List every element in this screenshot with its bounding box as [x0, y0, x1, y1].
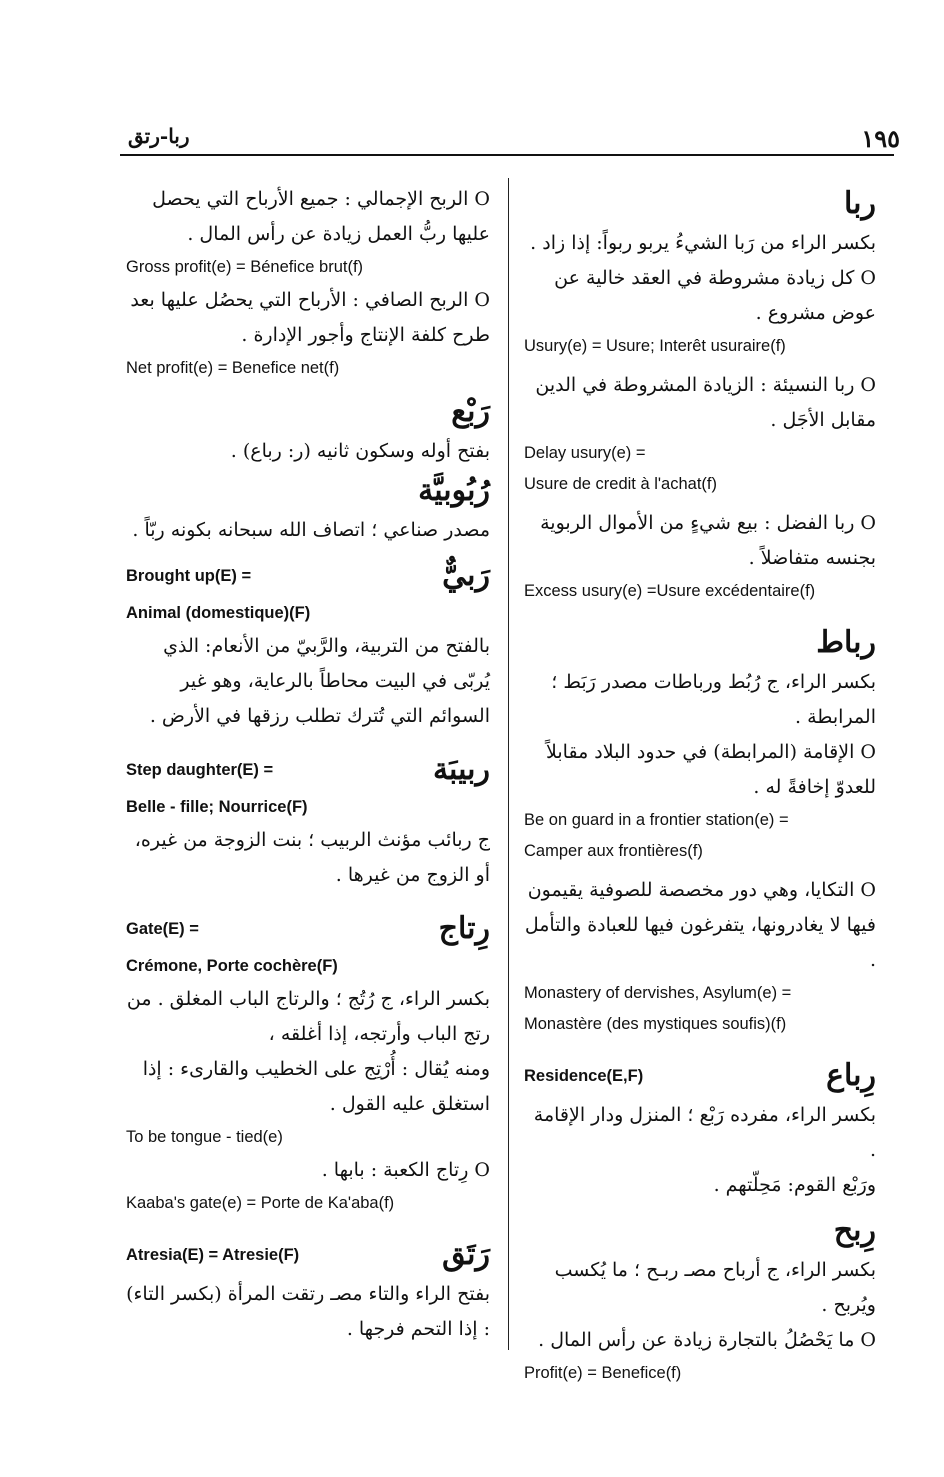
right-column [524, 182, 876, 1389]
arabic-definition: بفتح أوله وسكون ثانيه (ر: رباع) . [230, 440, 490, 462]
running-head: ربا-رتق [128, 124, 190, 148]
arabic-definition: O الربح الإجمالي : جميع الأرباح التي يحصل عليها ربُّ العمل زيادة عن رأس المال . [152, 188, 490, 245]
english-french-equivalent: Usury(e) = Usure; Interêt usuraire(f) [524, 337, 786, 355]
arabic-definition: بكسر الراء، ج رُتُج ؛ والرتاج الباب المغلق . من رتج الباب وأرتجه، إذا أغلقه ، [126, 988, 490, 1045]
arabic-definition: بكسر الراء، مفرده رَبْع ؛ المنزل ودار الإقامة . [533, 1104, 876, 1161]
headword: رُبُوبيَّة [418, 473, 490, 508]
english-french-equivalent: Delay usury(e) = [524, 444, 646, 462]
arabic-definition: O التكايا، وهي دور مخصصة للصوفية يقيمون فيها لا يغادرونها، يتفرغون فيها للعبادة والتأمل . [524, 879, 876, 971]
arabic-definition: O ما يَحْصُلُ بالتجارة زيادة عن رأس المال . [538, 1329, 876, 1351]
arabic-definition: ج ربائب مؤنث الربيب ؛ بنت الزوجة من غيره، أو الزوج من غيرها . [134, 829, 490, 886]
english-french-equivalent: To be tongue - tied(e) [126, 1128, 283, 1146]
headword-equivalent: Gate(E) = [126, 919, 199, 938]
headword: رَتَق [442, 1237, 490, 1272]
headword: رباط [816, 625, 876, 660]
headword-row [524, 1054, 876, 1098]
arabic-definition: بكسر الراء، ج أرباح مصـ ربـح ؛ ما يُكسب ويُربح . [554, 1259, 876, 1316]
arabic-definition: O الإقامة (المرابطة) في حدود البلاد مقابلاً للعدوّ إخافةً له . [546, 741, 876, 798]
headword: رِبح [833, 1213, 876, 1248]
headword-equivalent: Residence(E,F) [524, 1066, 644, 1085]
arabic-definition: O ربا النسيئة : الزيادة المشروطة في الدين مقابل الأجَل . [535, 374, 876, 431]
headword-row [126, 554, 490, 598]
english-french-equivalent: Monastère (des mystiques soufis)(f) [524, 1015, 787, 1033]
headword-equivalent: Belle - fille; Nourrice(F) [126, 798, 308, 816]
headword-equivalent: Crémone, Porte cochère(F) [126, 957, 338, 975]
arabic-definition: بكسر الراء، ج رُبُط ورباطات مصدر رَبَط ؛ المرابطة . [551, 671, 876, 728]
arabic-definition: بفتح الراء والتاء مصـ رتقت المرأة (بكسر التاء) : إذا التحم فرجها . [126, 1283, 490, 1340]
arabic-definition: بكسر الراء من رَبا الشيءُ يربو ربواً: إذا زاد . [530, 232, 876, 254]
headword-row [126, 748, 490, 792]
column-divider [508, 178, 509, 1350]
english-french-equivalent: Kaaba's gate(e) = Porte de Ka'aba(f) [126, 1194, 395, 1212]
english-french-equivalent: Net profit(e) = Benefice net(f) [126, 359, 340, 377]
headword: رِباع [826, 1058, 876, 1093]
header-rule [120, 154, 894, 156]
headword-equivalent: Atresia(E) = Atresie(F) [126, 1245, 300, 1264]
arabic-definition: بالفتح من التربية، والرَّبيّ من الأنعام: الذي يُربّى في البيت محاطاً بالرعاية، وهو غير السوائم التي تُترك تطلب رزقها في الأرض . [149, 635, 490, 727]
arabic-definition: ومنه يُقال : أُرْتِج على الخطيب والقارىء : إذا استغلق عليه القول . [142, 1058, 490, 1115]
english-french-equivalent: Be on guard in a frontier station(e) = [524, 811, 789, 829]
english-french-equivalent: Profit(e) = Benefice(f) [524, 1364, 682, 1382]
headword-row [126, 1233, 490, 1277]
headword: رَبيٌّ [442, 558, 490, 593]
headword-equivalent: Brought up(E) = [126, 566, 252, 585]
headword-row [126, 907, 490, 951]
left-column [126, 182, 490, 1347]
page-number: ١٩٥ [861, 124, 900, 153]
english-french-equivalent: Camper aux frontières(f) [524, 842, 703, 860]
arabic-definition: O ربا الفضل : بيع شيءٍ من الأموال الربوية بجنسه متفاضلاً . [540, 512, 876, 569]
english-french-equivalent: Usure de credit à l'achat(f) [524, 475, 717, 493]
english-french-equivalent: Excess usury(e) =Usure excédentaire(f) [524, 582, 816, 600]
headword: ربيبَة [432, 752, 490, 787]
english-french-equivalent: Gross profit(e) = Bénefice brut(f) [126, 258, 364, 276]
arabic-definition: O الربح الصافي : الأرباح التي يحصُل عليها بعد طرح كلفة الإنتاج وأجور الإدارة . [130, 289, 490, 346]
arabic-definition: O رِتاج الكعبة : بابها . [321, 1159, 490, 1181]
headword-equivalent: Step daughter(E) = [126, 760, 274, 779]
arabic-definition: ورَبْع القوم: مَحِلّتهم . [713, 1174, 876, 1196]
headword: ربا [844, 186, 876, 221]
arabic-definition: مصدر صناعي ؛ اتصاف الله سبحانه بكونه ربّاً . [132, 519, 490, 541]
arabic-definition: O كل زيادة مشروطة في العقد خالية عن عوض مشروع . [554, 267, 876, 324]
headword: رِتاج [438, 911, 490, 946]
headword: رَبْع [451, 394, 490, 429]
headword-equivalent: Animal (domestique)(F) [126, 604, 311, 622]
english-french-equivalent: Monastery of dervishes, Asylum(e) = [524, 984, 792, 1002]
